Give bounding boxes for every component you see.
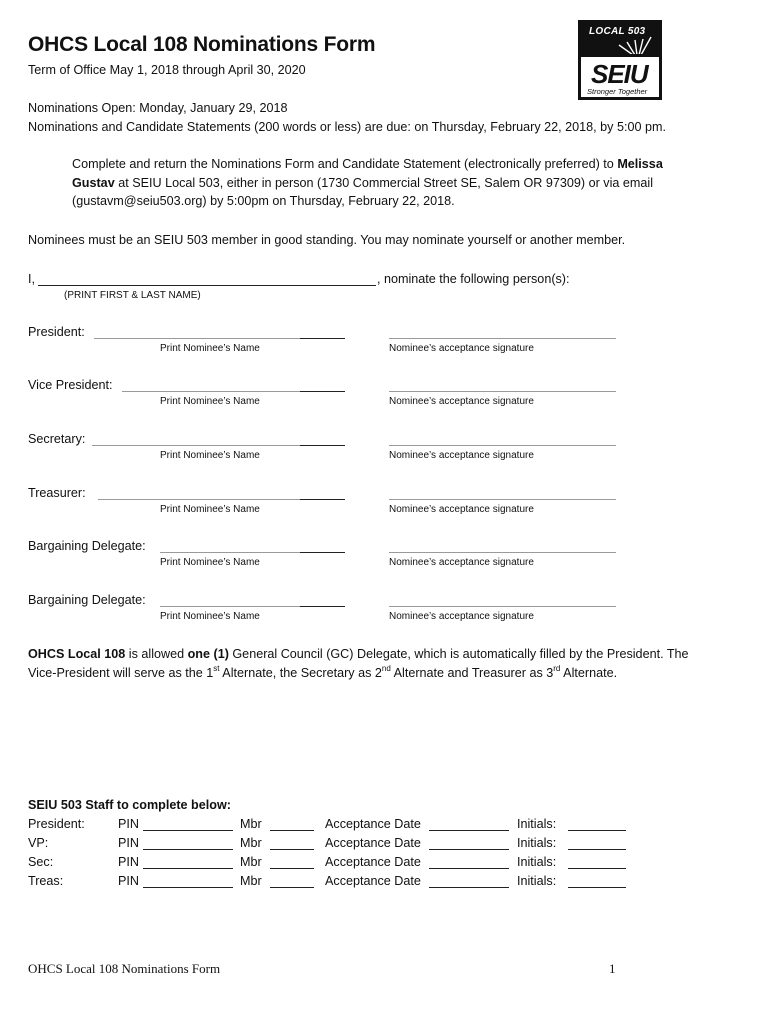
staff-row-label: Treas: (28, 874, 64, 888)
eligibility-note: Nominees must be an SEIU 503 member in good standing. You may nominate yourself or another member. (28, 233, 626, 247)
footer-title: OHCS Local 108 Nominations Form (28, 961, 221, 976)
nominee-name-hint: Print Nominee’s Name (160, 557, 260, 568)
gc-note-local: OHCS Local 108 (28, 647, 126, 661)
contact-first-name: Melissa (617, 157, 663, 171)
initials-field[interactable] (568, 849, 626, 850)
gc-note-line-1 (28, 646, 689, 662)
nominee-name-field-end (300, 499, 345, 500)
pin-field[interactable] (143, 887, 233, 888)
position-label: Secretary: (28, 432, 86, 446)
pin-field[interactable] (143, 868, 233, 869)
nominee-signature-hint: Nominee’s acceptance signature (389, 504, 534, 515)
instructions-line-3: (gustavm@seiu503.org) by 5:00pm on Thursday, February 22, 2018. (72, 194, 455, 208)
logo-tagline: Stronger Together (587, 87, 648, 96)
nominator-name-field[interactable] (38, 285, 376, 286)
position-label: President: (28, 325, 85, 339)
acceptance-date-label: Acceptance Date (325, 855, 421, 869)
term-of-office: Term of Office May 1, 2018 through April 30, 2020 (28, 63, 306, 77)
mbr-field[interactable] (270, 868, 314, 869)
instructions-text: Complete and return the Nominations Form and Candidate Statement (electronically preferred) to (72, 157, 618, 171)
initials-label: Initials: (517, 836, 557, 850)
nominee-signature-field[interactable] (389, 552, 616, 553)
gc-note-text: General Council (GC) Delegate, which is automatically filled by the President. The (228, 647, 689, 661)
page-number: 1 (609, 961, 616, 976)
mbr-label: Mbr (240, 874, 262, 888)
nominee-signature-field[interactable] (389, 499, 616, 500)
initials-field[interactable] (568, 830, 626, 831)
position-label: Bargaining Delegate: (28, 593, 146, 607)
gc-note-text: Vice-President will serve as the 1 (28, 666, 214, 680)
initials-label: Initials: (517, 855, 557, 869)
instructions-address: at SEIU Local 503, either in person (1730 Commercial Street SE, Salem OR 97309) or via email (114, 176, 653, 190)
position-label: Treasurer: (28, 486, 86, 500)
initials-label: Initials: (517, 817, 557, 831)
nominee-name-hint: Print Nominee’s Name (160, 611, 260, 622)
nominator-hint: (PRINT FIRST & LAST NAME) (64, 290, 201, 301)
pin-label: PIN (118, 855, 139, 869)
logo-brand: SEIU (591, 59, 648, 89)
contact-last-name: Gustav (72, 176, 115, 190)
seiu-logo (578, 20, 662, 100)
pin-field[interactable] (143, 849, 233, 850)
nominee-signature-hint: Nominee’s acceptance signature (389, 557, 534, 568)
mbr-label: Mbr (240, 817, 262, 831)
nominee-name-field-end (300, 606, 345, 607)
position-label: Vice President: (28, 378, 113, 392)
acceptance-date-label: Acceptance Date (325, 836, 421, 850)
gc-note-text: Alternate and Treasurer as 3 (390, 666, 554, 680)
position-label: Bargaining Delegate: (28, 539, 146, 553)
mbr-field[interactable] (270, 887, 314, 888)
logo-local-text: LOCAL 503 (589, 26, 646, 37)
gc-note-text: is allowed (125, 647, 188, 661)
nominee-name-hint: Print Nominee’s Name (160, 450, 260, 461)
page-title: OHCS Local 108 Nominations Form (28, 33, 376, 56)
acceptance-date-field[interactable] (429, 868, 509, 869)
nominee-signature-field[interactable] (389, 445, 616, 446)
nominee-signature-field[interactable] (389, 338, 616, 339)
pin-label: PIN (118, 817, 139, 831)
nominee-name-field-end (300, 391, 345, 392)
mbr-label: Mbr (240, 855, 262, 869)
nominee-name-hint: Print Nominee’s Name (160, 343, 260, 354)
staff-row-label: VP: (28, 836, 49, 850)
acceptance-date-field[interactable] (429, 887, 509, 888)
acceptance-date-field[interactable] (429, 830, 509, 831)
logo-banner (581, 23, 659, 57)
mbr-label: Mbr (240, 836, 262, 850)
mbr-field[interactable] (270, 830, 314, 831)
nominations-open: Nominations Open: Monday, January 29, 2018 (28, 101, 288, 115)
due-date-text: Nominations and Candidate Statements (200 words or less) are due: on Thursday, February 22, 2018, by 5:00 pm. (28, 120, 666, 134)
ordinal-suffix: rd (553, 664, 561, 673)
acceptance-date-label: Acceptance Date (325, 817, 421, 831)
ordinal-suffix: nd (381, 664, 391, 673)
nominator-prefix: I, (28, 272, 35, 286)
staff-row-label: Sec: (28, 855, 54, 869)
nominee-name-field-end (300, 445, 345, 446)
nominee-name-hint: Print Nominee’s Name (160, 504, 260, 515)
nominee-signature-field[interactable] (389, 391, 616, 392)
mbr-field[interactable] (270, 849, 314, 850)
initials-field[interactable] (568, 887, 626, 888)
nominee-name-field-end (300, 552, 345, 553)
nominee-signature-hint: Nominee’s acceptance signature (389, 343, 534, 354)
pin-label: PIN (118, 874, 139, 888)
gc-note-text: Alternate, the Secretary as 2 (219, 666, 382, 680)
nominee-name-field-end (300, 338, 345, 339)
initials-field[interactable] (568, 868, 626, 869)
pin-field[interactable] (143, 830, 233, 831)
nominee-signature-hint: Nominee’s acceptance signature (389, 611, 534, 622)
staff-row-label: President: (28, 817, 85, 831)
instructions-line-1 (72, 156, 663, 172)
acceptance-date-field[interactable] (429, 849, 509, 850)
gc-note-count: one (1) (187, 647, 229, 661)
nominee-name-hint: Print Nominee’s Name (160, 396, 260, 407)
instructions-line-2 (72, 175, 653, 191)
gc-note-text: Alternate. (560, 666, 618, 680)
acceptance-date-label: Acceptance Date (325, 874, 421, 888)
nominee-signature-hint: Nominee’s acceptance signature (389, 396, 534, 407)
initials-label: Initials: (517, 874, 557, 888)
pin-label: PIN (118, 836, 139, 850)
ordinal-suffix: st (213, 664, 220, 673)
sunburst-icon (581, 23, 659, 54)
nominee-signature-field[interactable] (389, 606, 616, 607)
gc-note-line-2 (28, 665, 617, 681)
staff-heading: SEIU 503 Staff to complete below: (28, 798, 231, 812)
nominee-signature-hint: Nominee’s acceptance signature (389, 450, 534, 461)
nominator-suffix: , nominate the following person(s): (377, 272, 570, 286)
